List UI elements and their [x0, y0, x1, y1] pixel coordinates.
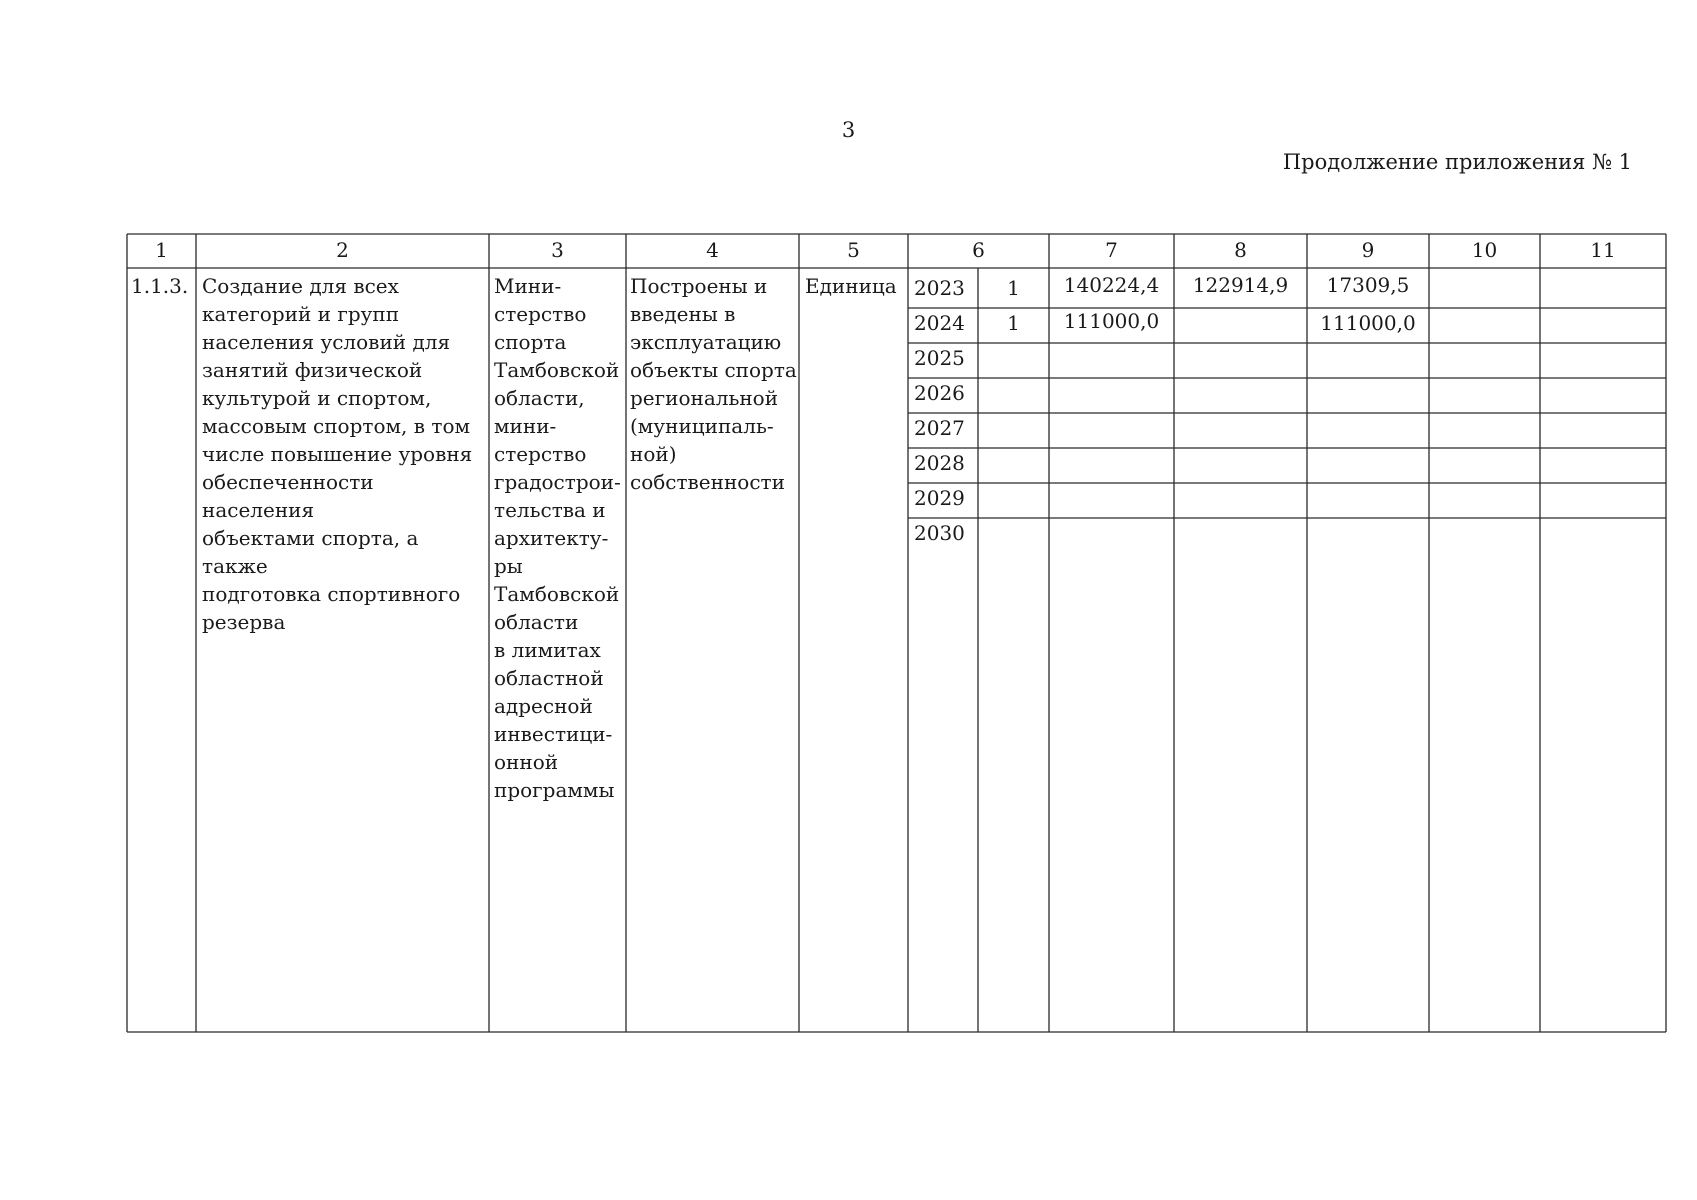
result-line: ной) — [630, 442, 677, 466]
description-line: подготовка спортивного — [202, 582, 461, 606]
year-2030: 2030 — [914, 521, 965, 545]
col9-2024: 111000,0 — [1320, 311, 1416, 335]
executor-line: в лимитах — [494, 638, 601, 662]
executor-line: области — [494, 610, 579, 634]
description-line: культурой и спортом, — [202, 386, 432, 410]
executor-line: стерство — [494, 442, 587, 466]
header-col-11: 11 — [1590, 238, 1616, 262]
header-col-9: 9 — [1361, 238, 1375, 262]
executor-line: ры — [494, 554, 523, 578]
continuation-label: Продолжение приложения № 1 — [1282, 150, 1632, 174]
row-unit: Единица — [805, 274, 897, 298]
header-col-2: 2 — [336, 238, 349, 262]
row-code: 1.1.3. — [131, 274, 189, 298]
executor-line: областной — [494, 666, 604, 690]
col8-2023: 122914,9 — [1192, 273, 1289, 297]
description-line: населения условий для — [202, 330, 451, 354]
executor-line: архитекту- — [494, 526, 609, 550]
result-line: региональной — [630, 386, 779, 410]
header-col-5: 5 — [847, 238, 860, 262]
executor-line: программы — [494, 778, 615, 802]
executor-line: инвестици- — [494, 722, 613, 746]
row-description — [202, 272, 487, 636]
result-line: (муниципаль- — [630, 414, 774, 438]
row-result — [630, 272, 798, 496]
col7-2023: 140224,4 — [1063, 273, 1160, 297]
header-col-8: 8 — [1234, 238, 1247, 262]
header-col-1: 1 — [155, 238, 168, 262]
description-line: резерва — [202, 610, 286, 634]
value-2023: 1 — [1007, 276, 1020, 300]
header-col-3: 3 — [551, 238, 564, 262]
header-col-7: 7 — [1105, 238, 1118, 262]
description-line: Создание для всех — [202, 274, 399, 298]
description-line: обеспеченности населения — [202, 470, 374, 522]
executor-line: спорта — [494, 330, 567, 354]
page-number: 3 — [841, 118, 856, 142]
description-line: массовым спортом, в том — [202, 414, 471, 438]
description-line: категорий и групп — [202, 302, 400, 326]
header-col-4: 4 — [706, 238, 719, 262]
description-line: занятий физической — [202, 358, 423, 382]
header-col-10: 10 — [1471, 238, 1498, 262]
executor-line: мини- — [494, 414, 557, 438]
year-2023: 2023 — [914, 276, 965, 300]
executor-line: Мини- — [494, 274, 562, 298]
year-2024: 2024 — [914, 311, 965, 335]
year-2026: 2026 — [914, 381, 965, 405]
row-executor — [494, 272, 625, 804]
result-line: собственности — [630, 470, 785, 494]
executor-line: Тамбовской — [494, 582, 620, 606]
result-line: Построены и — [630, 274, 768, 298]
description-line: числе повышение уровня — [202, 442, 473, 466]
executor-line: адресной — [494, 694, 593, 718]
year-2029: 2029 — [914, 486, 965, 510]
executor-line: стерство — [494, 302, 587, 326]
executor-line: Тамбовской — [494, 358, 620, 382]
executor-line: градострои- — [494, 470, 621, 494]
executor-line: области, — [494, 386, 585, 410]
value-2024: 1 — [1007, 311, 1020, 335]
header-col-6: 6 — [972, 238, 985, 262]
year-2025: 2025 — [914, 346, 965, 370]
year-2028: 2028 — [914, 451, 965, 475]
description-line: объектами спорта, а также — [202, 526, 419, 578]
executor-line: тельства и — [494, 498, 606, 522]
result-line: объекты спорта — [630, 358, 797, 382]
result-line: введены в — [630, 302, 736, 326]
year-2027: 2027 — [914, 416, 965, 440]
result-line: эксплуатацию — [630, 330, 782, 354]
executor-line: онной — [494, 750, 559, 774]
col7-2024: 111000,0 — [1063, 309, 1160, 333]
col9-2023: 17309,5 — [1326, 273, 1410, 297]
